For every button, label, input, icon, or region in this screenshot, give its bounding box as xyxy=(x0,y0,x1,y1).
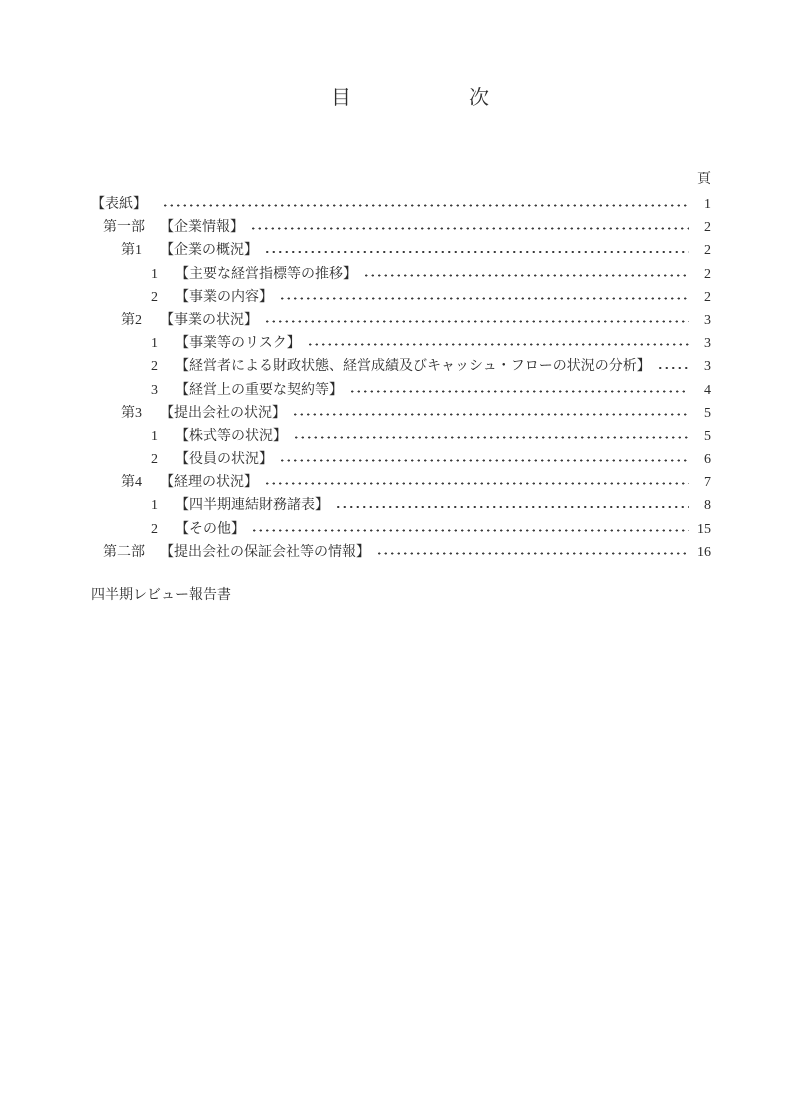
dot-leader xyxy=(335,494,689,517)
page-number: 1 xyxy=(704,197,711,212)
dot-leader xyxy=(251,518,689,541)
toc-entry-label: 【表紙】 xyxy=(91,197,147,212)
toc-list xyxy=(91,193,711,564)
toc-entry-label: 【事業等のリスク】 xyxy=(175,336,301,352)
toc-entry-label: 【四半期連結財務諸表】 xyxy=(175,498,329,514)
toc-row xyxy=(91,402,711,425)
dot-leader xyxy=(363,263,689,286)
toc-entry-label: 【提出会社の状況】 xyxy=(160,405,286,421)
toc-entry-label: 【事業の状況】 xyxy=(160,312,258,328)
dot-leader xyxy=(293,425,689,448)
dot-leader xyxy=(162,193,689,216)
toc-entry-prefix: 第4 xyxy=(121,475,142,491)
toc-row xyxy=(91,286,711,309)
dot-leader xyxy=(264,309,689,332)
toc-entry-label: 【企業情報】 xyxy=(160,220,244,236)
toc-entry-prefix: 1 xyxy=(151,336,158,352)
toc-entry-label: 【経営上の重要な契約等】 xyxy=(175,382,343,398)
toc-row xyxy=(91,541,711,564)
toc-entry-label: 【株式等の状況】 xyxy=(175,428,287,444)
toc-entry-label: 【経営者による財政状態、経営成績及びキャッシュ・フローの状況の分析】 xyxy=(175,359,651,375)
dot-leader xyxy=(264,239,689,262)
dot-leader xyxy=(292,402,689,425)
page-title xyxy=(91,84,711,112)
page-number: 16 xyxy=(697,544,711,560)
page-number: 2 xyxy=(704,243,711,259)
toc-entry-prefix: 2 xyxy=(151,521,158,537)
toc-entry-prefix: 2 xyxy=(151,289,158,305)
toc-row xyxy=(91,494,711,517)
page-number: 8 xyxy=(704,498,711,514)
page-number: 3 xyxy=(704,312,711,328)
toc-entry-prefix: 3 xyxy=(151,382,158,398)
page-column-label: 頁 xyxy=(697,172,711,187)
dot-leader xyxy=(657,355,689,378)
page-number: 6 xyxy=(704,452,711,468)
toc-row xyxy=(91,332,711,355)
toc-page xyxy=(91,0,711,607)
toc-entry-prefix: 1 xyxy=(151,266,158,282)
toc-entry-prefix: 第二部 xyxy=(103,544,145,560)
toc-entry-label: 【提出会社の保証会社等の情報】 xyxy=(160,544,370,560)
toc-row xyxy=(91,448,711,471)
toc-entry-label: 【経理の状況】 xyxy=(160,475,258,491)
page-number: 7 xyxy=(704,475,711,491)
toc-entry-prefix: 2 xyxy=(151,452,158,468)
page-number: 3 xyxy=(704,336,711,352)
page-number: 15 xyxy=(697,521,711,537)
toc-entry-prefix: 第一部 xyxy=(103,220,145,236)
page-number: 2 xyxy=(704,266,711,282)
dot-leader xyxy=(250,216,689,239)
page-number: 5 xyxy=(704,405,711,421)
page-number: 2 xyxy=(704,220,711,236)
toc-row xyxy=(91,355,711,378)
dot-leader xyxy=(307,332,689,355)
toc-entry-prefix: 第1 xyxy=(121,243,142,259)
toc-entry-label: 【事業の内容】 xyxy=(175,289,273,305)
toc-entry-prefix: 2 xyxy=(151,359,158,375)
dot-leader xyxy=(376,541,689,564)
toc-row xyxy=(91,263,711,286)
page-title-left: 目 xyxy=(331,87,352,109)
toc-row xyxy=(91,193,711,216)
toc-entry-label: 【その他】 xyxy=(175,521,245,537)
page-number: 5 xyxy=(704,428,711,444)
toc-entry-label: 【企業の概況】 xyxy=(160,243,258,259)
dot-leader xyxy=(264,471,689,494)
toc-row xyxy=(91,379,711,402)
page-number: 2 xyxy=(704,289,711,305)
page-number: 4 xyxy=(704,382,711,398)
page-number: 3 xyxy=(704,359,711,375)
toc-entry-label: 【主要な経営指標等の推移】 xyxy=(175,266,357,282)
toc-entry-prefix: 1 xyxy=(151,428,158,444)
toc-row xyxy=(91,239,711,262)
toc-entry-prefix: 第3 xyxy=(121,405,142,421)
toc-entry-label: 【役員の状況】 xyxy=(175,452,273,468)
toc-row xyxy=(91,309,711,332)
toc-row xyxy=(91,216,711,239)
dot-leader xyxy=(279,448,689,471)
toc-entry-prefix: 1 xyxy=(151,498,158,514)
footer-note: 四半期レビュー報告書 xyxy=(91,588,231,603)
toc-row xyxy=(91,425,711,448)
page-title-right: 次 xyxy=(469,87,490,109)
dot-leader xyxy=(279,286,689,309)
toc-entry-prefix: 第2 xyxy=(121,312,142,328)
toc-row xyxy=(91,518,711,541)
toc-row xyxy=(91,471,711,494)
dot-leader xyxy=(349,379,689,402)
